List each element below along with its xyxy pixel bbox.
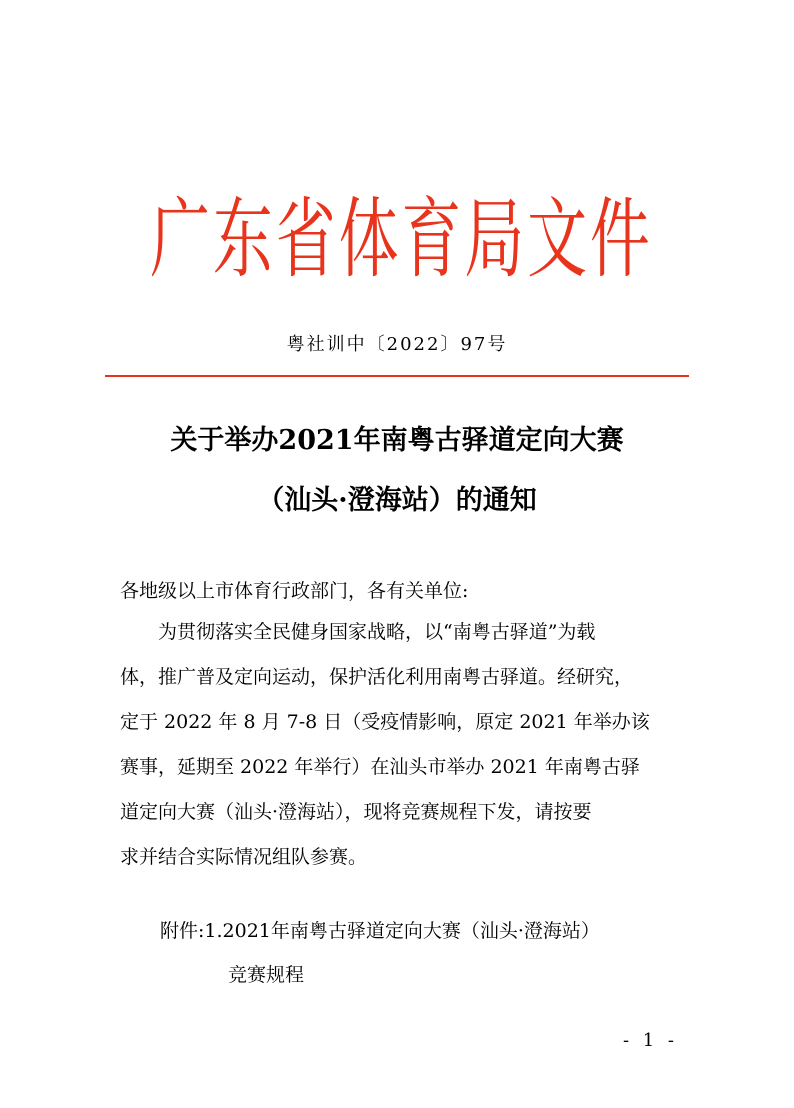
body-paragraph bbox=[120, 619, 680, 889]
body-line: 定于 2022 年 8 月 7-8 日（受疫情影响，原定 2021 年举办该 bbox=[120, 711, 650, 733]
attachment-line-1: 附件:1.2021年南粤古驿道定向大赛（汕头·澄海站） bbox=[160, 920, 600, 942]
masthead-char: 件 bbox=[589, 189, 650, 291]
body-line: 求并结合实际情况组队参赛。 bbox=[120, 846, 368, 868]
red-divider bbox=[105, 375, 689, 377]
body-line: 赛事，延期至 2022 年举行）在汕头市举办 2021 年南粤古驿 bbox=[120, 756, 640, 778]
document-number: 粤社训中〔2022〕97号 bbox=[286, 334, 508, 355]
body-line: 为贯彻落实全民健身国家战略，以“南粤古驿道”为载 bbox=[158, 621, 596, 643]
masthead-title bbox=[150, 190, 650, 290]
masthead-char: 体 bbox=[338, 189, 399, 291]
masthead-char: 文 bbox=[527, 189, 588, 291]
salutation: 各地级以上市体育行政部门，各有关单位: bbox=[120, 580, 469, 602]
notice-title-line-2: （汕头·澄海站）的通知 bbox=[257, 485, 537, 516]
masthead-char: 省 bbox=[275, 189, 336, 291]
masthead-char: 局 bbox=[464, 189, 525, 291]
masthead-char: 东 bbox=[212, 189, 273, 291]
masthead-char: 育 bbox=[401, 189, 462, 291]
body-line: 道定向大赛（汕头·澄海站），现将竞赛规程下发，请按要 bbox=[120, 801, 592, 823]
body-line: 体，推广普及定向运动，保护活化利用南粤古驿道。经研究， bbox=[120, 666, 634, 688]
attachment-line-2: 竞赛规程 bbox=[228, 964, 305, 986]
page-number: - 1 - bbox=[622, 1030, 678, 1051]
notice-title-line-1: 关于举办2021年南粤古驿道定向大赛 bbox=[170, 425, 624, 456]
masthead-char: 广 bbox=[150, 189, 210, 291]
